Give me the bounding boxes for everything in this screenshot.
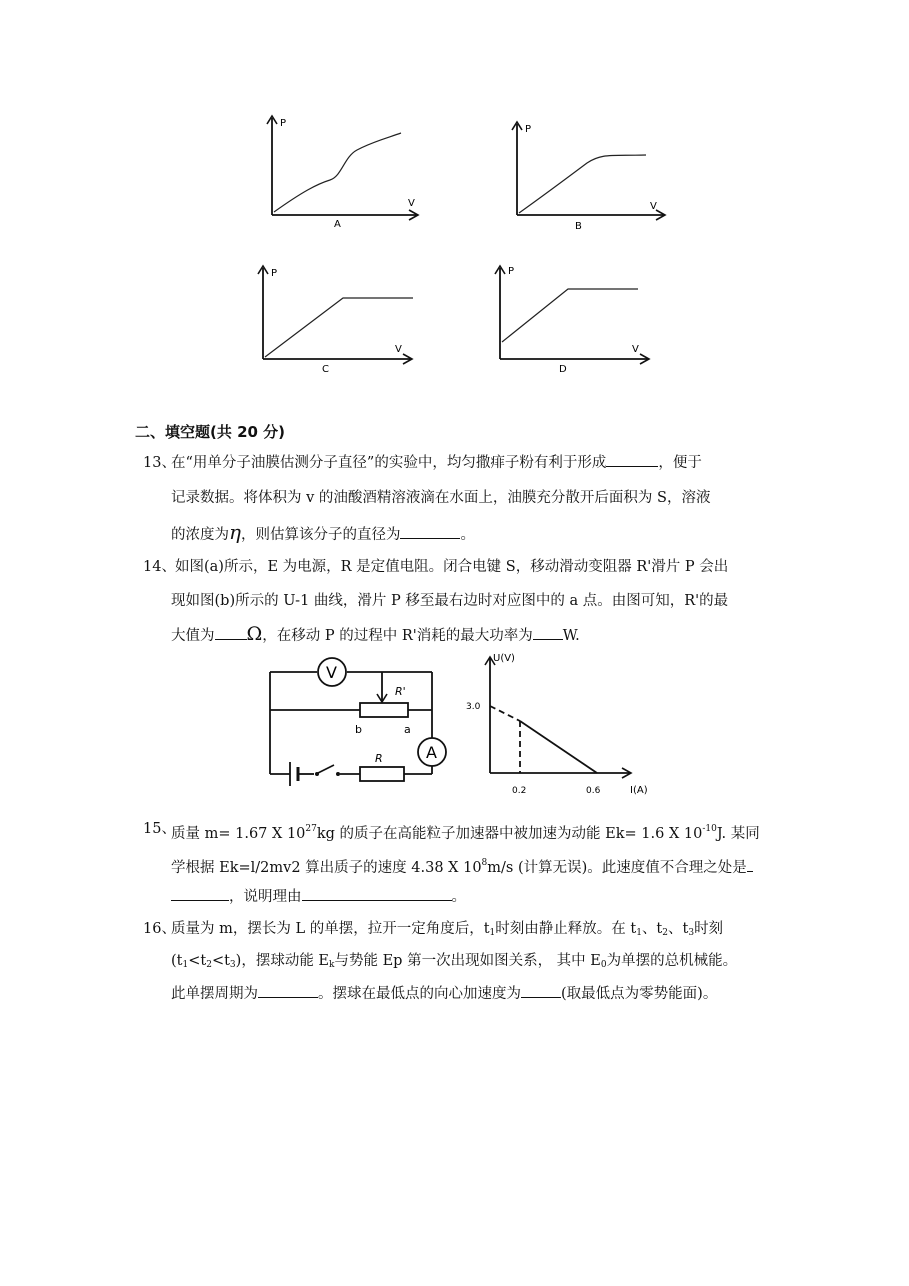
question-13-line-2: 记录数据。将体积为 v 的油酸酒精溶液滴在水面上，油膜充分散开后面积为 S，溶液 (171, 490, 711, 506)
q16-text-2f: 为单摆的总机械能。 (606, 953, 738, 969)
q15-blank-1a[interactable] (747, 857, 753, 872)
q15-sup-1: 27 (305, 824, 317, 834)
question-16-line-3 (171, 977, 717, 1011)
q16-blank-1[interactable] (258, 983, 318, 998)
q16-sub-8: k (329, 960, 335, 970)
question-15-line-3 (171, 880, 466, 914)
q14-blank-2[interactable] (533, 625, 563, 640)
ui-graph-x-tick-1: 0.2 (512, 786, 527, 796)
q15-text-1a: 质量 m= 1.67 X 10 (171, 826, 306, 842)
q16-text-1b: 时刻由静止释放。在 t (495, 921, 637, 937)
q16-text-1c: 、t (641, 921, 663, 937)
graph-c-y-label: P (271, 268, 278, 279)
question-14-number: 14、 (143, 559, 176, 575)
omega-symbol: Ω (246, 623, 263, 645)
q13-text-3b: ，则估算该分子的直径为 (240, 527, 401, 543)
graph-b-x-label: V (650, 201, 657, 212)
q16-text-2d: )，摆球动能 E (235, 953, 330, 969)
q16-text-3c: (取最低点为零势能面)。 (561, 986, 718, 1002)
ui-graph-x-tick-2: 0.6 (586, 786, 601, 796)
section-title: 二、填空题(共 20 分) (135, 423, 286, 441)
graph-d-caption: D (559, 364, 567, 375)
graph-b (507, 118, 677, 243)
q16-sub-2: 1 (636, 928, 642, 938)
graph-d-x-label: V (632, 344, 639, 355)
q16-sub-7: 3 (229, 960, 236, 970)
q13-blank-1[interactable] (606, 452, 658, 467)
q16-sub-9: 0 (600, 960, 607, 970)
rheostat-label: R' (395, 685, 406, 698)
q15-text-2b: m/s (计算无误)。此速度值不合理之处是 (487, 860, 747, 876)
graph-c-caption: C (322, 364, 329, 375)
rheostat-icon (360, 703, 408, 717)
q15-blank-2[interactable] (302, 886, 452, 901)
q14-text-3b: ，在移动 P 的过程中 R'消耗的最大功率为 (262, 628, 533, 644)
q14-text-3a: 大值为 (171, 628, 215, 644)
q13-text-1b: ，便于 (658, 455, 702, 471)
q16-sub-5: 1 (182, 960, 189, 970)
resistor-icon (360, 767, 404, 781)
question-13-line-1 (171, 446, 702, 480)
q15-sup-3: 8 (481, 858, 488, 868)
ammeter-label: A (426, 743, 437, 762)
q16-text-2a: (t (171, 953, 183, 969)
ui-graph-x-label: I(A) (630, 785, 648, 796)
q16-text-1d: 、t (668, 921, 689, 937)
ui-graph-y-label: U(V) (493, 653, 515, 664)
graph-d-y-label: P (508, 266, 515, 277)
q15-text-2a: 学根据 Ek=l/2mv2 算出质子的速度 4.38 X 10 (171, 860, 482, 876)
graph-a-caption: A (334, 219, 341, 230)
graph-b-caption: B (575, 221, 582, 232)
q16-text-3a: 此单摆周期为 (171, 986, 258, 1002)
q16-text-2e: 与势能 Ep 第一次出现如图关系， 其中 E (334, 953, 601, 969)
question-14-line-2: 现如图(b)所示的 U-1 曲线，滑片 P 移至最右边时对应图中的 a 点。由图可知，R'的最 (171, 593, 729, 609)
graph-d (490, 262, 660, 382)
q16-sub-6: 2 (206, 960, 212, 970)
question-16-number: 16、 (143, 921, 176, 937)
graph-a-x-label: V (408, 198, 415, 209)
q16-blank-2[interactable] (521, 983, 561, 998)
q15-text-1b: kg 的质子在高能粒子加速器中被加速为动能 Ek= 1.6 X 10 (316, 826, 703, 842)
q13-blank-2[interactable] (400, 524, 460, 539)
graph-c-x-label: V (395, 344, 402, 355)
rheostat-end-b: b (355, 723, 362, 736)
question-13-number: 13、 (143, 455, 176, 471)
q14-text-3c: W. (562, 628, 580, 644)
q13-text-3c: 。 (460, 527, 475, 543)
q16-sub-3: 2 (662, 928, 668, 938)
voltmeter-label: V (326, 663, 337, 682)
q13-text-1a: 在“用单分子油膜估测分子直径”的实验中，均匀撒痱子粉有利于形成 (171, 455, 607, 471)
q13-text-3a: 的浓度为 (171, 527, 229, 543)
q16-text-2c: <t (211, 953, 230, 969)
resistor-label: R (375, 752, 383, 765)
q15-text-1c: J. 某同 (716, 826, 760, 842)
q16-sub-4: 3 (688, 928, 695, 938)
graph-c (253, 262, 423, 382)
rheostat-end-a: a (404, 723, 411, 736)
q14-blank-1[interactable] (215, 625, 247, 640)
eta-symbol: η (229, 520, 241, 544)
q16-text-1e: 时刻 (694, 921, 724, 937)
question-13-line-3 (171, 515, 475, 552)
circuit-diagram (262, 652, 462, 807)
q15-blank-1[interactable] (171, 886, 229, 901)
q15-sup-2: -10 (702, 824, 717, 834)
q16-text-2b: <t (188, 953, 207, 969)
ui-graph (460, 648, 660, 803)
q16-text-3b: 。摆球在最低点的向心加速度为 (318, 986, 521, 1002)
question-15-number: 15、 (143, 821, 176, 837)
q16-text-1a: 质量为 m，摆长为 L 的单摆，拉开一定角度后，t (171, 921, 490, 937)
graph-b-y-label: P (525, 124, 532, 135)
q16-sub-1: 1 (489, 928, 496, 938)
graph-a-y-label: P (280, 118, 287, 129)
question-14-line-1: 如图(a)所示，E 为电源，R 是定值电阻。闭合电键 S，移动滑动变阻器 R'滑片 P 会出 (175, 559, 729, 575)
q15-text-3a: ，说明理由 (229, 889, 302, 905)
q15-text-3b: 。 (451, 889, 466, 905)
ui-graph-y-tick: 3.0 (466, 702, 481, 712)
graph-a (262, 112, 432, 237)
